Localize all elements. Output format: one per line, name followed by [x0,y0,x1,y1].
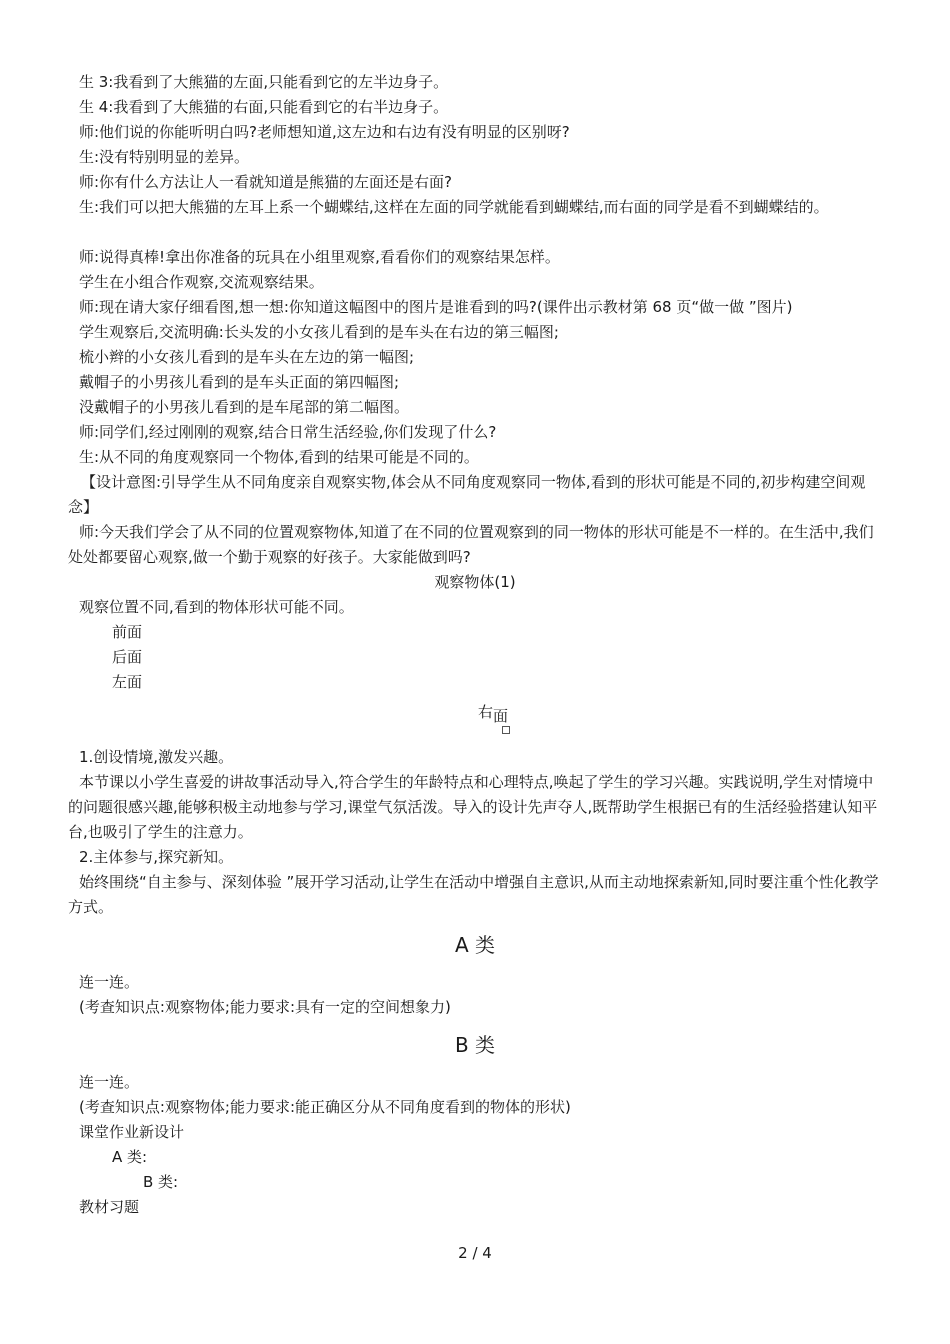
dialogue-line: 师:说得真棒!拿出你准备的玩具在小组里观察,看看你们的观察结果怎样。 [79,248,560,266]
summary-paragraph: 师:今天我们学会了从不同的位置观察物体,知道了在不同的位置观察到的同一物体的形状可能是不一样的。在生活中,我们处处都要留心观察,做一个勤于观察的好孩子。大家能做到吗? [68,523,874,566]
dialogue-line: 生:从不同的角度观察同一个物体,看到的结果可能是不同的。 [79,448,479,466]
dialogue-line: 生 3:我看到了大熊猫的左面,只能看到它的左半边身子。 [79,73,449,91]
dialogue-paragraph: 生:我们可以把大熊猫的左耳上系一个蝴蝶结,这样在左面的同学就能看到蝴蝶结,而右面的同学是看不到蝴蝶结的。 [79,198,829,216]
placeholder-box-icon [502,726,510,734]
dialogue-line: 生 4:我看到了大熊猫的右面,只能看到它的右半边身子。 [79,98,449,116]
dialogue-line: 没戴帽子的小男孩儿看到的是车尾部的第二幅图。 [79,398,410,416]
dialogue-line: 师:同学们,经过刚刚的观察,结合日常生活经验,你们发现了什么? [79,423,497,441]
dialogue-line: 戴帽子的小男孩儿看到的是车头正面的第四幅图; [79,373,400,391]
class-a-heading: A 类 [454,933,496,957]
board-summary: 观察位置不同,看到的物体形状可能不同。 [79,598,354,616]
dialogue-line: 师:你有什么方法让人一看就知道是熊猫的左面还是右面? [79,173,453,191]
reflection-paragraph: 本节课以小学生喜爱的讲故事活动导入,符合学生的年龄特点和心理特点,唤起了学生的学习兴趣。实践说明,学生对情境中的问题很感兴趣,能够积极主动地参与学习,课堂气氛活泼。导入的设计先声夺人,既帮助学生根据已有的生活经验搭建认知平台,也吸引了学生的注意力。 [68,773,878,841]
dialogue-line: 梳小辫的小女孩儿看到的是车头在左边的第一幅图; [79,348,415,366]
dialogue-line: 生:没有特别明显的差异。 [79,148,250,166]
dialogue-line: 师:现在请大家仔细看图,想一想:你知道这幅图中的图片是谁看到的吗?(课件出示教材第 68 页“做一做 ”图片) [79,298,793,316]
dialogue-line: 学生观察后,交流明确:长头发的小女孩儿看到的是车头在右边的第三幅图; [79,323,559,341]
board-title: 观察物体(1) [434,573,516,591]
class-b-heading: B 类 [454,1033,496,1057]
dialogue-line: 学生在小组合作观察,交流观察结果。 [79,273,324,291]
homework-a: A 类: [112,1148,148,1166]
homework-b: B 类: [143,1173,179,1191]
class-b-note: (考查知识点:观察物体;能力要求:能正确区分从不同角度看到的物体的形状) [79,1098,571,1116]
reflection-heading: 2.主体参与,探究新知。 [79,848,234,866]
board-right-char2: 面 [493,707,509,725]
page-number: 2 / 4 [458,1244,492,1262]
board-back: 后面 [112,648,143,666]
class-a-task: 连一连。 [79,973,140,991]
board-right-char: 右 [478,703,494,721]
homework-title: 课堂作业新设计 [79,1123,185,1141]
reflection-paragraph: 始终围绕“自主参与、深刻体验 ”展开学习活动,让学生在活动中增强自主意识,从而主动地探索新知,同时要注重个性化教学方式。 [68,873,879,916]
class-b-task: 连一连。 [79,1073,140,1091]
board-front: 前面 [112,623,143,641]
homework-textbook: 教材习题 [79,1198,140,1216]
board-left: 左面 [112,673,143,691]
reflection-heading: 1.创设情境,激发兴趣。 [79,748,234,766]
dialogue-line: 师:他们说的你能听明白吗?老师想知道,这左边和右边有没有明显的区别呀? [79,123,570,141]
design-intent-paragraph: 【设计意图:引导学生从不同角度亲自观察实物,体会从不同角度观察同一物体,看到的形状可能是不同的,初步构建空间观念】 [68,473,866,516]
class-a-note: (考查知识点:观察物体;能力要求:具有一定的空间想象力) [79,998,451,1016]
board-right [478,700,508,725]
